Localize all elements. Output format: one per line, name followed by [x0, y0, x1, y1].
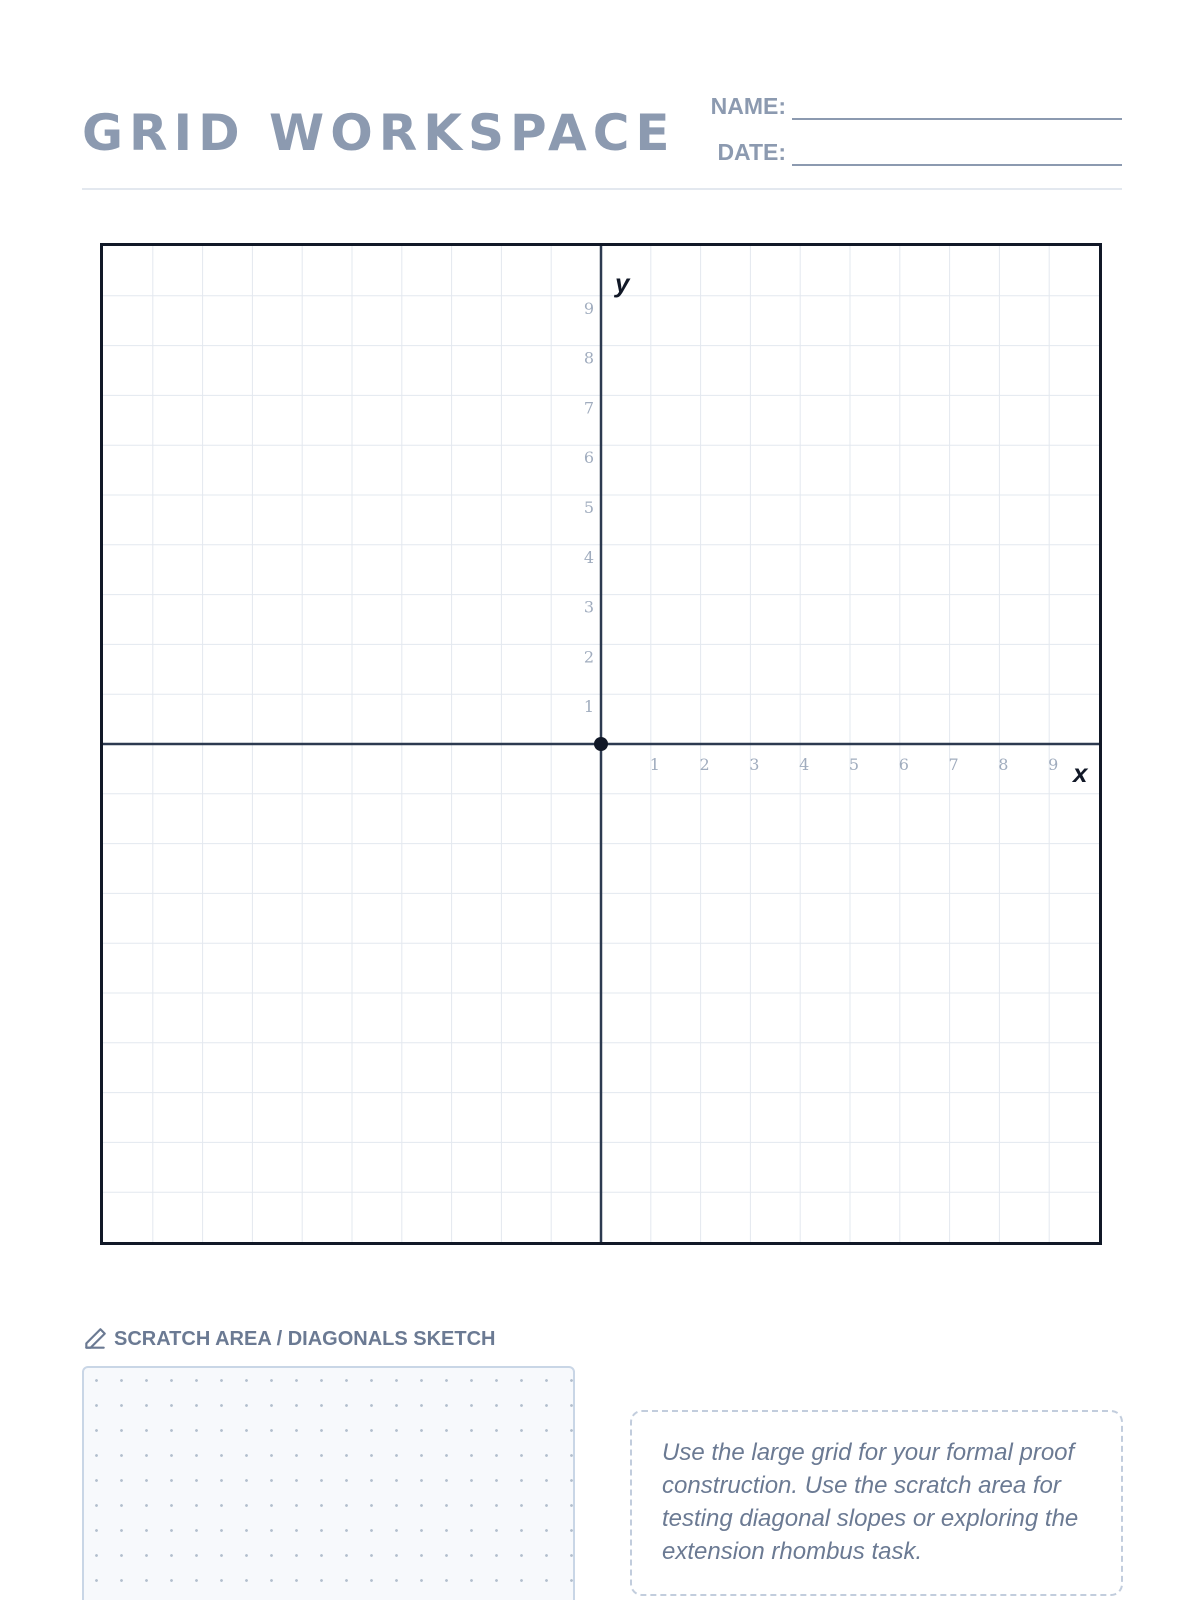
- instruction-note: [630, 1410, 1123, 1596]
- name-label: NAME:: [710, 93, 786, 119]
- coordinate-grid-svg[interactable]: [103, 246, 1099, 1242]
- y-tick-label: 6: [583, 448, 595, 468]
- instruction-text: Use the large grid for your formal proof construction. Use the scratch area for testing diagonal slopes or exploring the extension rhombus task.: [662, 1439, 1079, 1565]
- x-tick-label: 5: [848, 755, 860, 774]
- scratch-heading-label: SCRATCH AREA / DIAGONALS SKETCH: [114, 1327, 496, 1350]
- x-tick-label: 6: [898, 755, 909, 774]
- date-write-line[interactable]: [792, 164, 1122, 166]
- y-tick-label: 2: [583, 647, 595, 667]
- page-title: GRID WORKSPACE: [82, 104, 676, 162]
- y-tick-label: 8: [583, 348, 595, 368]
- x-tick-label: 1: [649, 755, 660, 774]
- x-tick-label: 8: [998, 755, 1009, 774]
- scratch-area[interactable]: [82, 1366, 575, 1600]
- origin-point: [594, 737, 608, 751]
- x-tick-label: 9: [1048, 755, 1059, 774]
- y-tick-label: 4: [583, 547, 595, 567]
- x-axis-label: x: [1073, 758, 1088, 788]
- coordinate-grid[interactable]: [100, 243, 1102, 1245]
- x-tick-label: 3: [749, 755, 760, 774]
- page-header: [82, 78, 1122, 190]
- date-label: DATE:: [717, 139, 786, 165]
- y-tick-label: 1: [583, 697, 595, 717]
- x-tick-label: 4: [799, 755, 810, 774]
- y-tick-label: 3: [583, 597, 595, 617]
- date-field[interactable]: [692, 130, 1122, 166]
- x-tick-label: 2: [699, 755, 710, 774]
- y-axis-label: y: [615, 268, 630, 298]
- y-tick-label: 7: [583, 398, 595, 418]
- pencil-icon: [82, 1326, 108, 1352]
- name-field[interactable]: [692, 84, 1122, 120]
- y-tick-label: 5: [583, 498, 595, 517]
- y-tick-label: 9: [583, 298, 595, 318]
- x-tick-label: 7: [948, 755, 959, 774]
- name-write-line[interactable]: [792, 118, 1122, 120]
- scratch-heading: [82, 1326, 495, 1352]
